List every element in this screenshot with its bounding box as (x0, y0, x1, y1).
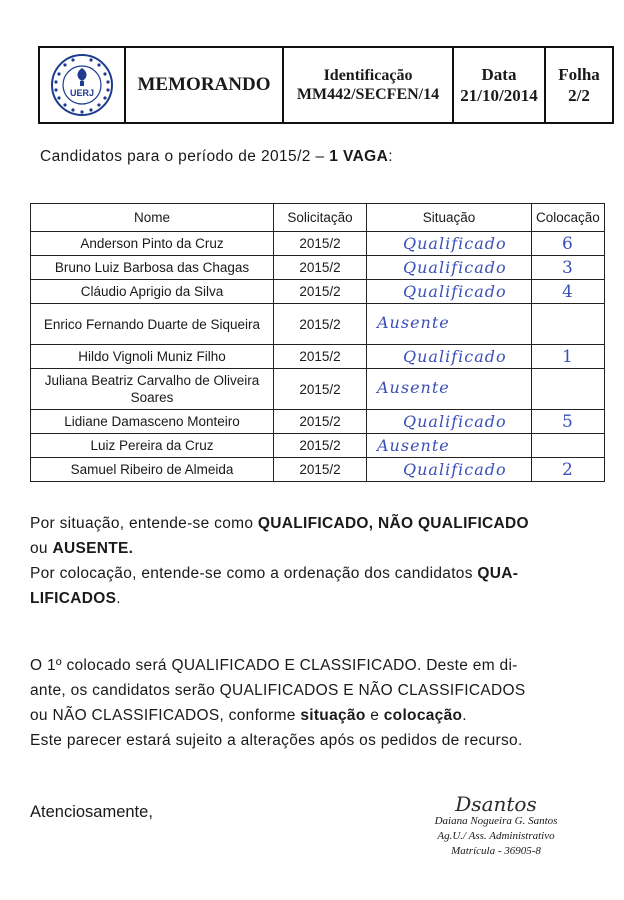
candidate-status-cell (367, 434, 532, 458)
candidate-rank-cell (532, 345, 605, 369)
identification-cell (284, 48, 454, 122)
candidate-request: 2015/2 (274, 256, 367, 280)
col-header-status: Situação (367, 204, 532, 232)
signature-block (396, 792, 596, 859)
table-row (31, 304, 605, 345)
candidate-request: 2015/2 (274, 232, 367, 256)
candidate-status: Qualificado (403, 460, 507, 479)
candidate-rank-cell (532, 434, 605, 458)
candidate-status-cell (367, 232, 532, 256)
signature-scrawl: Dsantos (455, 792, 537, 816)
page-label: Folha (558, 65, 600, 84)
uerj-logo (47, 52, 117, 118)
intro-text: Candidatos para o período de 2015/2 – (40, 148, 330, 165)
candidate-rank-cell (532, 458, 605, 482)
para-text: . (462, 707, 467, 724)
candidate-status-cell (367, 345, 532, 369)
candidate-rank: 4 (561, 281, 574, 302)
logo-cell (40, 48, 126, 122)
memo-header (38, 46, 614, 124)
candidate-status: Qualificado (403, 347, 507, 366)
classification-paragraph (30, 653, 595, 753)
candidate-status: Ausente (377, 378, 450, 397)
candidate-request: 2015/2 (274, 345, 367, 369)
intro-line (40, 148, 393, 166)
para-text: Por situação, entende-se como (30, 515, 258, 532)
signer-role: Ag.U./ Ass. Administrativo (437, 830, 555, 842)
intro-tail: : (388, 148, 393, 165)
candidate-status-cell (367, 304, 532, 345)
definitions-paragraph (30, 511, 595, 611)
page-cell (546, 48, 612, 122)
signer-registration: Matrícula - 36905-8 (451, 845, 541, 857)
para-text: . (116, 590, 121, 607)
candidate-request: 2015/2 (274, 280, 367, 304)
table-row (31, 410, 605, 434)
candidate-rank: 3 (561, 257, 574, 278)
candidate-status: Qualificado (403, 282, 507, 301)
table-row (31, 280, 605, 304)
candidate-name: Hildo Vignoli Muniz Filho (31, 345, 274, 369)
candidate-status-cell (367, 256, 532, 280)
para-bold: AUSENTE. (52, 540, 134, 557)
candidate-name: Enrico Fernando Duarte de Siqueira (31, 304, 274, 345)
candidate-name: Bruno Luiz Barbosa das Chagas (31, 256, 274, 280)
candidate-rank-cell (532, 256, 605, 280)
candidate-status-cell (367, 410, 532, 434)
doc-type: MEMORANDO (126, 48, 284, 122)
date-cell (454, 48, 546, 122)
para-bold: QUA- (477, 565, 519, 582)
candidate-request: 2015/2 (274, 369, 367, 410)
candidate-request: 2015/2 (274, 410, 367, 434)
table-row (31, 232, 605, 256)
para-bold: LIFICADOS (30, 590, 117, 607)
candidate-rank-cell (532, 304, 605, 345)
candidate-status-cell (367, 280, 532, 304)
candidate-rank: 1 (561, 346, 574, 367)
candidate-rank: 6 (561, 233, 574, 254)
vacancy-count: 1 VAGA (329, 148, 389, 165)
para-bold: colocação (383, 707, 463, 724)
candidate-status-cell (367, 369, 532, 410)
candidate-name: Lidiane Damasceno Monteiro (31, 410, 274, 434)
candidate-rank-cell (532, 369, 605, 410)
signer-name: Daiana Nogueira G. Santos (434, 815, 558, 827)
para-line: Este parecer estará sujeito a alterações após os pedidos de recurso. (30, 732, 523, 749)
identification-label: Identificação (323, 67, 413, 84)
table-row (31, 458, 605, 482)
candidate-status: Qualificado (403, 234, 507, 253)
para-text: e (365, 707, 384, 724)
candidate-status: Ausente (377, 436, 450, 455)
candidate-request: 2015/2 (274, 304, 367, 345)
candidate-status-cell (367, 458, 532, 482)
table-row (31, 434, 605, 458)
candidates-table (30, 203, 605, 482)
candidate-name: Anderson Pinto da Cruz (31, 232, 274, 256)
para-line (30, 511, 595, 536)
candidate-status: Qualificado (403, 412, 507, 431)
candidate-rank-cell (532, 280, 605, 304)
candidate-rank-cell (532, 410, 605, 434)
para-text: Por colocação, entende-se como a ordenação dos candidatos (30, 565, 478, 582)
candidate-name: Juliana Beatriz Carvalho de Oliveira Soares (31, 369, 274, 410)
para-line (30, 536, 595, 561)
table-header-row (31, 204, 605, 232)
col-header-request: Solicitação (274, 204, 367, 232)
candidate-rank: 5 (561, 411, 574, 432)
para-line (30, 561, 595, 586)
table-row (31, 256, 605, 280)
candidate-name: Luiz Pereira da Cruz (31, 434, 274, 458)
candidate-name: Cláudio Aprigio da Silva (31, 280, 274, 304)
para-bold: QUALIFICADO, NÃO QUALIFICADO (257, 515, 529, 532)
candidate-rank-cell (532, 232, 605, 256)
identification-value: MM442/SECFEN/14 (296, 86, 440, 103)
para-text: ou NÃO CLASSIFICADOS, conforme (30, 707, 301, 724)
para-text: ou (30, 540, 53, 557)
candidate-request: 2015/2 (274, 458, 367, 482)
date-value: 21/10/2014 (460, 86, 538, 105)
para-line: ante, os candidatos serão QUALIFICADOS E NÃO CLASSIFICADOS (30, 682, 526, 699)
table-row (31, 369, 605, 410)
candidate-rank: 2 (561, 459, 574, 480)
para-line (30, 586, 595, 611)
candidate-request: 2015/2 (274, 434, 367, 458)
para-line (30, 703, 595, 728)
col-header-name: Nome (31, 204, 274, 232)
col-header-rank: Colocação (532, 204, 605, 232)
table-row (31, 345, 605, 369)
page-value: 2/2 (568, 86, 590, 105)
logo-text: UERJ (69, 88, 95, 98)
date-label: Data (481, 65, 517, 84)
candidate-status: Qualificado (403, 258, 507, 277)
para-bold: situação (300, 707, 366, 724)
closing-salutation: Atenciosamente, (30, 803, 153, 821)
candidate-status: Ausente (377, 313, 450, 332)
candidate-name: Samuel Ribeiro de Almeida (31, 458, 274, 482)
para-line: O 1º colocado será QUALIFICADO E CLASSIFICADO. Deste em di- (30, 657, 518, 674)
